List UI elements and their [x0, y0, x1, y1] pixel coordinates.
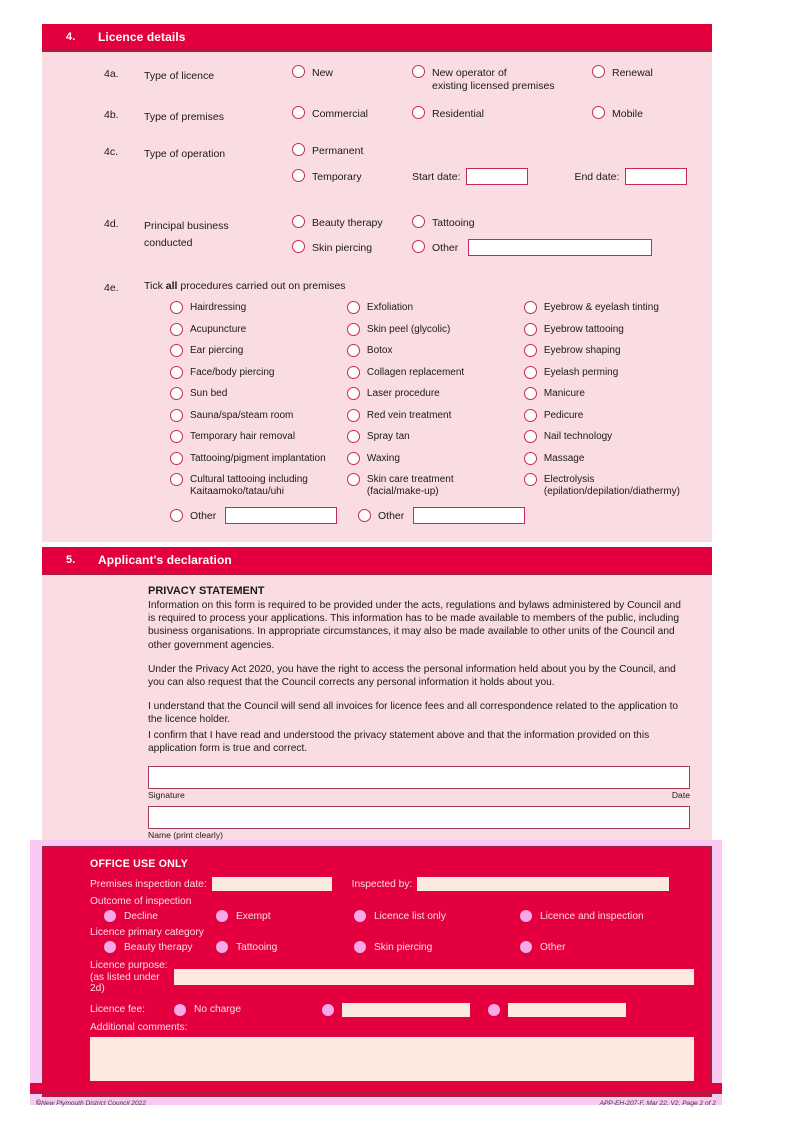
option-label: New: [312, 67, 334, 79]
question-4c-options: [292, 144, 712, 185]
procedure-item[interactable]: [170, 472, 347, 502]
radio-icon[interactable]: [170, 452, 183, 465]
option-temporary[interactable]: [292, 170, 412, 184]
fee-label: Licence fee:: [90, 1004, 145, 1015]
radio-icon[interactable]: [170, 323, 183, 336]
procedure-label: Botox: [366, 345, 393, 356]
question-4e-label: [144, 280, 346, 294]
radio-icon[interactable]: [592, 106, 605, 119]
end-date-label: End date:: [574, 170, 620, 183]
option-label: Permanent: [312, 145, 364, 157]
procedure-label: Hairdressing: [190, 302, 247, 313]
fee-option-no-charge[interactable]: [174, 1004, 322, 1016]
option-label: Beauty therapy: [312, 217, 383, 229]
procedure-item[interactable]: [170, 365, 347, 387]
procedure-label: Skin peel (glycolic): [366, 323, 451, 335]
radio-icon[interactable]: [488, 1004, 500, 1016]
procedure-item[interactable]: [347, 322, 524, 344]
procedure-label: Electrolysis (epilation/depilation/diathermy): [543, 474, 680, 498]
option-mobile[interactable]: [592, 107, 643, 121]
radio-icon[interactable]: [524, 409, 537, 422]
comments-input[interactable]: [90, 1037, 694, 1081]
procedure-item[interactable]: [347, 408, 524, 430]
question-4d-label-line2: conducted: [144, 237, 193, 249]
section-4-header: [42, 24, 712, 52]
privacy-paragraph-2: Under the Privacy Act 2020, you have the right to access the personal information held about you by the Council, and you can also request that the Council corrects any personal information it holds about you.: [148, 663, 676, 689]
section-5-header: [42, 547, 712, 575]
name-input[interactable]: [148, 806, 690, 829]
option-label: Other: [540, 941, 566, 953]
label-pre: Tick: [144, 280, 166, 292]
radio-icon[interactable]: [347, 473, 360, 486]
radio-icon[interactable]: [216, 910, 228, 922]
radio-icon[interactable]: [347, 323, 360, 336]
footer-copyright: [36, 1100, 146, 1107]
footer-bar: [30, 1083, 722, 1094]
option-commercial[interactable]: [292, 107, 412, 121]
category-options: [90, 941, 694, 953]
section-licence-details: [42, 24, 712, 542]
procedure-label: Temporary hair removal: [190, 431, 296, 442]
radio-icon[interactable]: [354, 941, 366, 953]
option-label: New operator of existing licensed premises: [432, 67, 555, 92]
copyright-text: New Plymouth District Council 2022: [41, 1100, 146, 1107]
radio-icon[interactable]: [292, 65, 305, 78]
radio-icon[interactable]: [347, 366, 360, 379]
radio-icon[interactable]: [520, 941, 532, 953]
radio-icon[interactable]: [170, 409, 183, 422]
procedure-item[interactable]: [347, 451, 524, 473]
signature-input[interactable]: [148, 766, 690, 789]
category-option-beauty-therapy[interactable]: [90, 941, 216, 953]
procedure-label: Skin care treatment (facial/make-up): [366, 474, 454, 498]
category-label: Licence primary category: [90, 927, 204, 938]
procedure-label: Tattooing/pigment implantation: [190, 452, 326, 464]
start-date-label: Start date:: [412, 170, 461, 183]
category-option-tattooing[interactable]: [216, 941, 354, 953]
page-footer: [36, 1100, 716, 1107]
option-label: Beauty therapy: [124, 941, 193, 953]
option-label: Licence and inspection: [540, 910, 644, 922]
radio-icon[interactable]: [170, 387, 183, 400]
question-4b: [42, 107, 712, 126]
radio-icon[interactable]: [347, 430, 360, 443]
declaration-body: [42, 575, 712, 852]
question-4a-label: Type of licence: [144, 70, 215, 82]
inspected-by-input[interactable]: [417, 877, 669, 891]
procedure-other-2[interactable]: [358, 507, 546, 524]
privacy-paragraph-1: Information on this form is required to be provided under the acts, regulations and bylaws administered by Council and is required to process your applications. This information has to be made available to members of the public, including business organisations. In appropriate circumstances, it may also be made available to other units of the Council and other government agencies.: [148, 600, 681, 651]
radio-icon[interactable]: [292, 106, 305, 119]
label-post: procedures carried out on premises: [177, 280, 346, 292]
office-use-panel: [42, 846, 712, 1097]
procedure-label: Collagen replacement: [366, 366, 465, 378]
procedure-label: Acupuncture: [190, 323, 247, 335]
radio-icon[interactable]: [524, 323, 537, 336]
option-label: Decline: [124, 910, 158, 922]
section-4-number: 4.: [66, 31, 76, 43]
radio-icon[interactable]: [354, 910, 366, 922]
question-4b-label: Type of premises: [144, 111, 224, 123]
question-4c: [42, 144, 712, 185]
fee-row: [90, 1003, 694, 1017]
radio-icon[interactable]: [412, 215, 425, 228]
procedure-label: Nail technology: [543, 431, 613, 442]
radio-icon[interactable]: [347, 344, 360, 357]
procedure-item[interactable]: [170, 322, 347, 344]
question-4d-label-line1: Principal business: [144, 220, 229, 232]
procedure-label: Pedicure: [543, 409, 584, 421]
label-bold: all: [165, 280, 178, 292]
privacy-statement-title: PRIVACY STATEMENT: [148, 585, 265, 597]
option-label: Mobile: [612, 108, 643, 120]
radio-icon[interactable]: [104, 941, 116, 953]
procedures-column-3: [524, 300, 712, 502]
category-option-other[interactable]: [520, 941, 565, 953]
purpose-row: [90, 960, 694, 995]
radio-icon[interactable]: [292, 143, 305, 156]
procedure-item[interactable]: [347, 300, 524, 322]
option-new[interactable]: [292, 66, 412, 93]
question-4e-header: [42, 280, 712, 294]
question-4c-label: Type of operation: [144, 148, 226, 160]
q4d-other-input[interactable]: [468, 239, 652, 256]
category-option-skin-piercing[interactable]: [354, 941, 520, 953]
procedure-label: Eyebrow tattooing: [543, 323, 624, 335]
radio-icon[interactable]: [170, 366, 183, 379]
option-label: Tattooing: [432, 217, 475, 229]
radio-icon[interactable]: [412, 240, 425, 253]
procedure-label: Massage: [543, 452, 585, 464]
radio-icon[interactable]: [520, 910, 532, 922]
question-4e-number: 4e.: [104, 282, 119, 294]
section-4-title: Licence details: [98, 30, 186, 44]
procedure-item[interactable]: [170, 386, 347, 408]
outcome-option-decline[interactable]: [90, 910, 216, 922]
name-caption: Name (print clearly): [148, 830, 223, 841]
procedure-item[interactable]: [524, 386, 712, 408]
radio-icon[interactable]: [322, 1004, 334, 1016]
question-4d-number: 4d.: [104, 218, 119, 230]
question-4a: [42, 66, 712, 93]
question-4d-options: [292, 216, 712, 256]
purpose-label: [90, 960, 174, 995]
procedure-item[interactable]: [347, 429, 524, 451]
inspection-date-input[interactable]: [212, 877, 332, 891]
date-caption: Date: [671, 790, 690, 801]
option-permanent[interactable]: [292, 144, 712, 158]
purpose-input[interactable]: [174, 969, 694, 985]
procedure-item[interactable]: [524, 408, 712, 430]
radio-icon[interactable]: [347, 301, 360, 314]
purpose-label-line1: Licence purpose:: [90, 960, 168, 971]
option-label: Residential: [432, 108, 484, 120]
radio-icon[interactable]: [170, 509, 183, 522]
radio-icon[interactable]: [524, 387, 537, 400]
option-label: Other: [432, 241, 459, 254]
question-4a-options: [292, 66, 712, 93]
option-label: No charge: [194, 1004, 242, 1015]
office-use-section: [30, 840, 722, 1105]
option-label: Exempt: [236, 910, 271, 922]
option-label: Tattooing: [236, 941, 278, 953]
radio-icon[interactable]: [592, 65, 605, 78]
privacy-paragraph-3: I understand that the Council will send all invoices for licence fees and all correspondence related to the application to the licence holder.: [148, 701, 679, 726]
procedure-item[interactable]: [347, 365, 524, 387]
option-residential[interactable]: [412, 107, 592, 121]
radio-icon[interactable]: [524, 430, 537, 443]
section-5-title: Applicant's declaration: [98, 553, 232, 567]
q4d-row-1: [292, 216, 712, 230]
radio-icon[interactable]: [524, 452, 537, 465]
option-label: Temporary: [312, 170, 362, 183]
question-4c-number: 4c.: [104, 146, 119, 158]
q4d-row-2: [292, 239, 712, 256]
signature-captions: [148, 790, 690, 800]
outcome-label: Outcome of inspection: [90, 896, 192, 907]
option-label: Licence list only: [374, 910, 446, 922]
inspection-date-label: Premises inspection date:: [90, 878, 207, 890]
radio-icon[interactable]: [170, 473, 183, 486]
inspected-by-label: Inspected by:: [351, 878, 413, 890]
procedure-other-1[interactable]: [170, 507, 358, 524]
procedure-label: Sun bed: [190, 388, 228, 399]
radio-icon[interactable]: [216, 941, 228, 953]
question-4a-number: 4a.: [104, 68, 119, 80]
radio-icon[interactable]: [104, 910, 116, 922]
section-4-body: [42, 66, 712, 542]
radio-icon[interactable]: [170, 301, 183, 314]
procedure-item[interactable]: [170, 408, 347, 430]
procedure-label: Sauna/spa/steam room: [190, 409, 294, 421]
signature-caption: Signature: [148, 790, 185, 801]
option-tattooing[interactable]: [412, 216, 475, 230]
radio-icon[interactable]: [524, 301, 537, 314]
option-new-operator[interactable]: [412, 66, 592, 93]
procedures-column-2: [347, 300, 524, 502]
radio-icon[interactable]: [347, 409, 360, 422]
option-beauty-therapy[interactable]: [292, 216, 412, 230]
radio-icon[interactable]: [412, 106, 425, 119]
procedure-label: Waxing: [366, 452, 400, 464]
procedure-label: Cultural tattooing including Kaitaamoko/tatau/uhi: [190, 474, 308, 498]
procedure-label: Exfoliation: [366, 302, 414, 313]
radio-icon[interactable]: [170, 344, 183, 357]
radio-icon[interactable]: [347, 387, 360, 400]
procedure-item[interactable]: [524, 322, 712, 344]
option-label: Renewal: [612, 67, 653, 79]
procedures-grid: [42, 300, 712, 502]
radio-icon[interactable]: [347, 452, 360, 465]
comments-label: Additional comments:: [90, 1021, 188, 1033]
procedure-label: Manicure: [543, 388, 585, 399]
inspection-row: [90, 877, 694, 891]
privacy-paragraph-4: I confirm that I have read and understood the privacy statement above and that the information provided on this application form is true and correct.: [148, 729, 650, 754]
procedure-label: Eyebrow shaping: [543, 345, 621, 356]
other-input-1[interactable]: [225, 507, 337, 524]
procedure-label: Spray tan: [366, 431, 410, 442]
copyright-icon: ©: [36, 1100, 42, 1107]
procedure-item[interactable]: [347, 343, 524, 365]
end-date-input[interactable]: [625, 168, 687, 185]
procedure-label: Red vein treatment: [366, 409, 452, 421]
option-renewal[interactable]: [592, 66, 653, 93]
radio-icon[interactable]: [524, 344, 537, 357]
section-5-number: 5.: [66, 554, 76, 566]
procedure-item[interactable]: [347, 472, 524, 502]
radio-icon[interactable]: [412, 65, 425, 78]
procedure-label: Ear piercing: [190, 345, 244, 356]
radio-icon[interactable]: [292, 240, 305, 253]
procedure-item[interactable]: [524, 451, 712, 473]
procedure-item[interactable]: [524, 429, 712, 451]
radio-icon[interactable]: [524, 366, 537, 379]
section-applicants-declaration: [42, 547, 712, 852]
option-skin-piercing[interactable]: [292, 241, 412, 255]
procedure-label: Eyebrow & eyelash tinting: [543, 302, 659, 313]
office-use-title: OFFICE USE ONLY: [90, 858, 188, 870]
outcome-option-exempt[interactable]: [216, 910, 354, 922]
temporary-date-row: [292, 168, 712, 185]
outcome-option-licence-and-inspection[interactable]: [520, 910, 644, 922]
procedure-item[interactable]: [170, 300, 347, 322]
procedure-label: Eyelash perming: [543, 366, 619, 378]
other-label: Other: [378, 509, 405, 522]
question-4b-options: [292, 107, 712, 121]
fee-input-2[interactable]: [508, 1003, 626, 1017]
footer-doc-ref: APP-EH-207-F, Mar 22, V2, Page 2 of 2: [599, 1100, 716, 1107]
procedure-item[interactable]: [524, 472, 712, 502]
radio-icon[interactable]: [170, 430, 183, 443]
other-label: Other: [190, 509, 217, 522]
outcome-option-licence-list-only[interactable]: [354, 910, 520, 922]
option-label: Skin piercing: [374, 941, 433, 953]
procedure-item[interactable]: [170, 343, 347, 365]
radio-icon[interactable]: [174, 1004, 186, 1016]
procedure-item[interactable]: [524, 300, 712, 322]
question-4d-label: [144, 216, 292, 252]
start-date-input[interactable]: [466, 168, 528, 185]
procedure-label: Laser procedure: [366, 388, 440, 399]
procedure-item[interactable]: [524, 343, 712, 365]
procedure-item[interactable]: [170, 451, 347, 473]
purpose-label-line2: (as listed under 2d): [90, 971, 160, 994]
procedure-item[interactable]: [524, 365, 712, 387]
procedures-other-row: [42, 507, 712, 542]
question-4b-number: 4b.: [104, 109, 119, 121]
radio-icon[interactable]: [358, 509, 371, 522]
option-other[interactable]: [412, 241, 458, 255]
outcome-options: [90, 910, 694, 922]
option-label: Commercial: [312, 108, 369, 120]
option-label: Skin piercing: [312, 241, 373, 254]
radio-icon[interactable]: [292, 215, 305, 228]
procedure-item[interactable]: [170, 429, 347, 451]
other-input-2[interactable]: [413, 507, 525, 524]
question-4d: [42, 216, 712, 256]
radio-icon[interactable]: [524, 473, 537, 486]
fee-input-1[interactable]: [342, 1003, 470, 1017]
procedure-item[interactable]: [347, 386, 524, 408]
procedure-label: Face/body piercing: [190, 366, 275, 378]
procedures-column-1: [170, 300, 347, 502]
radio-icon[interactable]: [292, 169, 305, 182]
